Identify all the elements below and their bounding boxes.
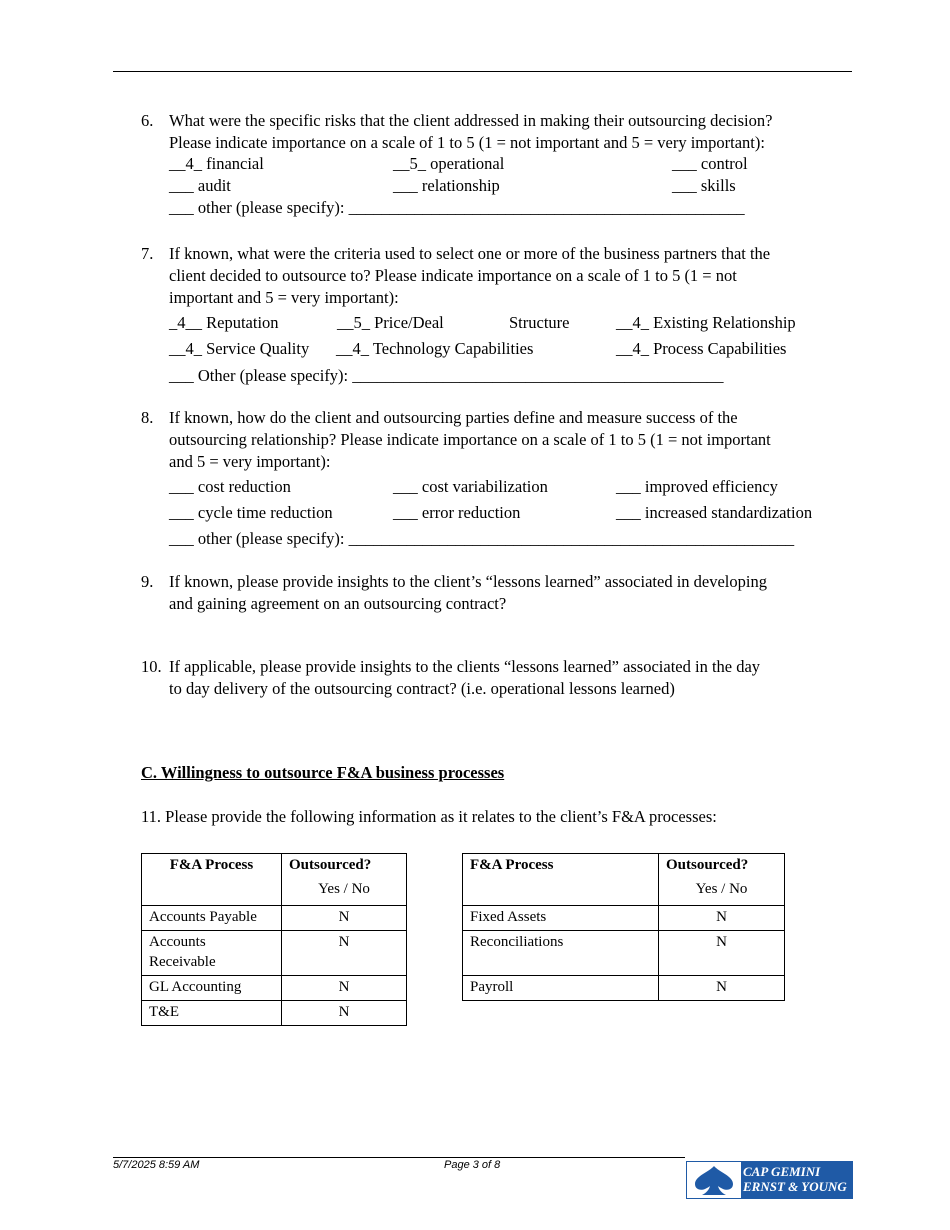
question-text-line: outsourcing relationship? Please indicate importance on a scale of 1 to 5 (1 = not important bbox=[169, 430, 771, 449]
question-7 bbox=[141, 243, 861, 309]
option-skills[interactable]: ___ skills bbox=[672, 176, 736, 195]
question-text-line: Please indicate importance on a scale of 1 to 5 (1 = not important and 5 = very important): bbox=[169, 133, 765, 152]
option-control[interactable]: ___ control bbox=[672, 154, 748, 173]
option-technology-capabilities[interactable]: __4_ Technology Capabilities bbox=[336, 339, 534, 358]
option-existing-relationship[interactable]: __4_ Existing Relationship bbox=[616, 313, 796, 332]
option-audit[interactable]: ___ audit bbox=[169, 176, 231, 195]
question-number: 6. bbox=[141, 111, 154, 130]
company-logo bbox=[686, 1161, 853, 1199]
option-cost-variabilization[interactable]: ___ cost variabilization bbox=[393, 477, 548, 496]
footer-page-number: Page 3 of 8 bbox=[444, 1159, 501, 1171]
outsourced-value[interactable]: N bbox=[659, 931, 785, 976]
option-financial[interactable]: __4_ financial bbox=[169, 154, 264, 173]
footer-rule bbox=[113, 1157, 685, 1158]
table-header-row bbox=[142, 854, 407, 906]
header-rule bbox=[113, 71, 852, 72]
column-header-outsourced: Outsourced? Yes / No bbox=[282, 854, 407, 906]
option-service-quality[interactable]: __4_ Service Quality bbox=[169, 339, 310, 358]
question-number: 9. bbox=[141, 572, 154, 591]
question-8 bbox=[141, 407, 861, 473]
spade-icon bbox=[687, 1162, 741, 1198]
question-text-line: to day delivery of the outsourcing contract? (i.e. operational lessons learned) bbox=[169, 679, 675, 698]
table-row bbox=[142, 976, 407, 1001]
outsourced-value[interactable]: N bbox=[659, 976, 785, 1001]
table-row bbox=[463, 931, 785, 976]
section-heading: C. Willingness to outsource F&A business processes bbox=[141, 763, 505, 782]
process-name: Fixed Assets bbox=[463, 906, 659, 931]
table-row bbox=[142, 1001, 407, 1026]
table-row bbox=[142, 931, 407, 976]
outsourced-value[interactable]: N bbox=[282, 931, 407, 976]
option-error-reduction[interactable]: ___ error reduction bbox=[393, 503, 521, 522]
table-header-row bbox=[463, 854, 785, 906]
process-name: Reconciliations bbox=[463, 931, 659, 976]
question-text-line: If known, what were the criteria used to select one or more of the business partners that the bbox=[169, 244, 771, 263]
process-name: Payroll bbox=[463, 976, 659, 1001]
option-price-deal[interactable]: __5_ Price/Deal bbox=[337, 313, 444, 332]
question-number: 10. bbox=[141, 657, 162, 676]
question-text-line: If applicable, please provide insights to the clients “lessons learned” associated in the day bbox=[169, 657, 761, 676]
question-text-line: If known, how do the client and outsourcing parties define and measure success of the bbox=[169, 408, 738, 427]
question-text-line: What were the specific risks that the client addressed in making their outsourcing decision? bbox=[169, 111, 773, 130]
option-cycle-time-reduction[interactable]: ___ cycle time reduction bbox=[169, 503, 333, 522]
column-header-outsourced: Outsourced? Yes / No bbox=[659, 854, 785, 906]
process-name: GL Accounting bbox=[142, 976, 282, 1001]
process-name: Accounts Payable bbox=[142, 906, 282, 931]
outsourced-value[interactable]: N bbox=[282, 906, 407, 931]
option-cost-reduction[interactable]: ___ cost reduction bbox=[169, 477, 291, 496]
option-increased-standardization[interactable]: ___ increased standardization bbox=[616, 503, 813, 522]
question-text-line: and gaining agreement on an outsourcing contract? bbox=[169, 594, 507, 613]
outsourced-value[interactable]: N bbox=[282, 1001, 407, 1026]
table-row bbox=[463, 976, 785, 1001]
column-header-process: F&A Process bbox=[463, 854, 659, 906]
question-9 bbox=[141, 571, 861, 615]
process-name: Accounts Receivable bbox=[142, 931, 282, 976]
question-11: 11. Please provide the following information as it relates to the client’s F&A processes: bbox=[141, 807, 717, 826]
question-text-line: and 5 = very important): bbox=[169, 452, 331, 471]
question-6 bbox=[141, 110, 861, 154]
fa-process-table-left bbox=[141, 853, 407, 1026]
option-structure[interactable]: Structure bbox=[509, 313, 570, 332]
outsourced-value[interactable]: N bbox=[282, 976, 407, 1001]
option-operational[interactable]: __5_ operational bbox=[393, 154, 505, 173]
table-row bbox=[463, 906, 785, 931]
fa-process-table-right bbox=[462, 853, 785, 1001]
option-process-capabilities[interactable]: __4_ Process Capabilities bbox=[616, 339, 787, 358]
logo-text bbox=[743, 1164, 847, 1194]
option-improved-efficiency[interactable]: ___ improved efficiency bbox=[616, 477, 778, 496]
option-other-specify[interactable]: ___ other (please specify): ______________________________________________________ bbox=[169, 529, 795, 548]
process-name: T&E bbox=[142, 1001, 282, 1026]
question-number: 7. bbox=[141, 244, 154, 263]
question-text-line: client decided to outsource to? Please indicate importance on a scale of 1 to 5 (1 = not bbox=[169, 266, 737, 285]
option-other-specify[interactable]: ___ Other (please specify): _____________________________________________ bbox=[169, 366, 724, 385]
footer-date: 5/7/2025 8:59 AM bbox=[113, 1159, 200, 1171]
option-reputation[interactable]: _4__ Reputation bbox=[169, 313, 279, 332]
question-number: 8. bbox=[141, 408, 154, 427]
logo-line-2: ERNST & YOUNG bbox=[743, 1179, 847, 1194]
question-10 bbox=[141, 656, 861, 700]
question-text-line: If known, please provide insights to the client’s “lessons learned” associated in developing bbox=[169, 572, 767, 591]
question-text-line: important and 5 = very important): bbox=[169, 288, 399, 307]
column-header-process: F&A Process bbox=[142, 854, 282, 906]
option-other-specify[interactable]: ___ other (please specify): ________________________________________________ bbox=[169, 198, 745, 217]
option-relationship[interactable]: ___ relationship bbox=[393, 176, 500, 195]
logo-line-1: CAP GEMINI bbox=[743, 1164, 821, 1179]
outsourced-value[interactable]: N bbox=[659, 906, 785, 931]
table-row bbox=[142, 906, 407, 931]
